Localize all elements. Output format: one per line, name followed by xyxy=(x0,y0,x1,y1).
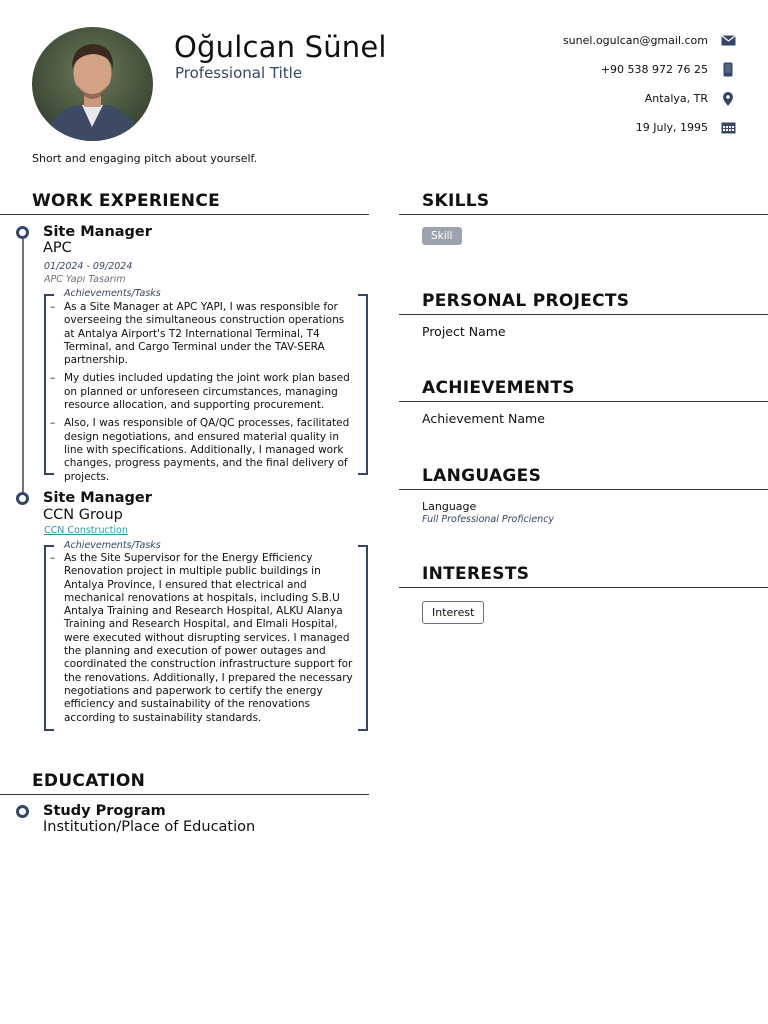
projects-divider xyxy=(399,314,768,315)
interest-tag: Interest xyxy=(422,601,484,624)
work-experience-heading: WORK EXPERIENCE xyxy=(32,191,221,211)
list-item: – Also, I was responsible of QA/QC processes, facilitated design negotiations, and ensured material quality in line with specifications. Additionally, I managed work changes, progress payments, and the final delivery of projects. xyxy=(50,417,358,483)
calendar-icon xyxy=(720,120,736,136)
education-heading: EDUCATION xyxy=(32,771,146,791)
contact-birthday: 19 July, 1995 xyxy=(476,113,736,142)
job-title: Site Manager xyxy=(43,490,152,506)
languages-divider xyxy=(399,489,768,490)
contact-list xyxy=(476,26,736,142)
job-company: APC xyxy=(43,240,72,256)
list-item: – As a Site Manager at APC YAPI, I was responsible for overseeing the simultaneous construction operations at Antalya Airport's T2 International Terminal, T4 Terminal, and Cargo Terminal under the TAV-SERA partnership. xyxy=(50,301,358,367)
timeline-dot xyxy=(16,492,29,505)
contact-email[interactable]: sunel.ogulcan@gmail.com xyxy=(476,26,736,55)
achievements-heading: ACHIEVEMENTS xyxy=(422,378,575,398)
achievements-label: Achievements/Tasks xyxy=(64,288,161,299)
phone-icon xyxy=(720,62,736,78)
education-divider xyxy=(0,794,369,795)
envelope-icon xyxy=(720,33,736,49)
skill-tag: Skill xyxy=(422,227,462,245)
pitch-text: Short and engaging pitch about yourself. xyxy=(32,152,258,165)
achievements-label: Achievements/Tasks xyxy=(64,540,161,551)
projects-heading: PERSONAL PROJECTS xyxy=(422,291,630,311)
languages-heading: LANGUAGES xyxy=(422,466,542,486)
interests-divider xyxy=(399,587,768,588)
language-level: Full Professional Proficiency xyxy=(422,514,555,525)
location-pin-icon xyxy=(720,91,736,107)
timeline-dot xyxy=(16,805,29,818)
project-name: Project Name xyxy=(422,324,506,339)
timeline-dot xyxy=(16,226,29,239)
achievement-name: Achievement Name xyxy=(422,411,545,426)
skills-divider xyxy=(399,214,768,215)
timeline-line xyxy=(22,232,24,500)
work-experience-divider xyxy=(0,214,369,215)
job-company: CCN Group xyxy=(43,507,123,523)
employer-link[interactable]: CCN Construction xyxy=(44,525,128,536)
study-program: Study Program xyxy=(43,803,166,819)
achievements-divider xyxy=(399,401,768,402)
list-item: – As the Site Supervisor for the Energy Efficiency Renovation project in multiple public buildings in Antalya Province, I ensured that electrical and mechanical renovations at hospitals, including S.B.U Antalya Training and Research Hospital, ALKU Alanya Training and Research Hospital, and Elmali Hospital, were executed without disrupting services. I managed the planning and execution of power outages and coordinated the construction infrastructure support for the renovations. Additionally, I prepared the necessary negotiations and paperwork to certify the energy efficiency and sustainability of the renovations according to sustainability standards. xyxy=(50,552,358,725)
institution: Institution/Place of Education xyxy=(43,819,256,835)
job-title: Site Manager xyxy=(43,224,152,240)
contact-location: Antalya, TR xyxy=(476,84,736,113)
interests-heading: INTERESTS xyxy=(422,564,530,584)
contact-phone[interactable]: +90 538 972 76 25 xyxy=(476,55,736,84)
achievements-list xyxy=(50,552,358,730)
full-name: Oğulcan Sünel xyxy=(174,30,387,64)
skills-heading: SKILLS xyxy=(422,191,490,211)
language-name: Language xyxy=(422,500,477,513)
professional-title: Professional Title xyxy=(175,64,303,82)
achievements-list xyxy=(50,301,358,489)
profile-photo xyxy=(32,27,153,141)
job-dates: 01/2024 - 09/2024 xyxy=(44,261,133,272)
list-item: – My duties included updating the joint work plan based on planned or unforeseen circumstances, managing resource allocation, and supporting procurement. xyxy=(50,372,358,412)
job-employer: APC Yapı Tasarım xyxy=(44,274,126,285)
